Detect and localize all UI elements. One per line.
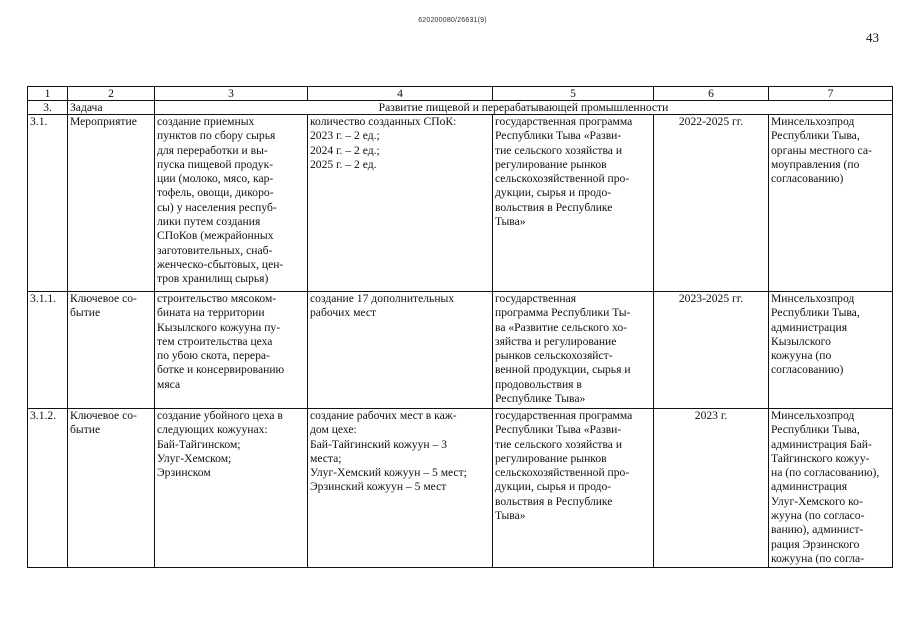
document-id: 620200080/26631(9) — [418, 17, 487, 24]
row-type: Мероприятие — [68, 115, 155, 292]
row-responsible: Минсельхозпрод Республики Тыва, органы местного са- моуправления (по согласованию) — [769, 115, 893, 292]
column-number: 5 — [493, 87, 654, 101]
row-description: создание убойного цеха в следующих кожуунах: Бай-Тайгинском; Улуг-Хемском; Эрзинском — [155, 409, 308, 568]
column-number: 7 — [769, 87, 893, 101]
table-row — [28, 115, 893, 292]
task-number: 3. — [28, 101, 68, 115]
action-plan-table — [27, 86, 893, 568]
column-number: 1 — [28, 87, 68, 101]
row-responsible: Минсельхозпрод Республики Тыва, администрация Бай- Тайгинского кожуу- на (по согласованию), администрация Улуг-Хемского ко- жууна (по согласо- ванию), админист- рация Эрзинского кожууна (по согла- — [769, 409, 893, 568]
row-program: государственная программа Республики Тыва «Разви- тие сельского хозяйства и регулирование рынков сельскохозяйственной про- дукции, сырья и продо- вольствия в Республике Тыва» — [493, 409, 654, 568]
row-type: Ключевое со- бытие — [68, 409, 155, 568]
column-number: 4 — [308, 87, 493, 101]
column-number: 2 — [68, 87, 155, 101]
row-description: строительство мясоком- бината на территории Кызылского кожууна пу- тем строительства цеха по убою скота, перера- ботке и консервированию мяса — [155, 292, 308, 409]
row-number: 3.1.2. — [28, 409, 68, 568]
row-type: Ключевое со- бытие — [68, 292, 155, 409]
row-responsible: Минсельхозпрод Республики Тыва, администрация Кызылского кожууна (по согласованию) — [769, 292, 893, 409]
column-number-row — [28, 87, 893, 101]
column-number: 6 — [654, 87, 769, 101]
row-indicator: создание рабочих мест в каж- дом цехе: Бай-Тайгинский кожуун – 3 места; Улуг-Хемский кожуун – 5 мест; Эрзинский кожуун – 5 мест — [308, 409, 493, 568]
table-row — [28, 409, 893, 568]
row-number: 3.1.1. — [28, 292, 68, 409]
task-row — [28, 101, 893, 115]
row-program: государственная программа Республики Тыва «Разви- тие сельского хозяйства и регулирование рынков сельскохозяйственной про- дукции, сырья и продо- вольствия в Республике Тыва» — [493, 115, 654, 292]
task-type: Задача — [68, 101, 155, 115]
row-period: 2022-2025 гг. — [654, 115, 769, 292]
row-period: 2023-2025 гг. — [654, 292, 769, 409]
column-number: 3 — [155, 87, 308, 101]
row-program: государственная программа Республики Ты- ва «Развитие сельского хо- зяйства и регулирование рынков сельскохозяйст- венной продукции, сырья и продовольствия в Республике Тыва» — [493, 292, 654, 409]
task-title: Развитие пищевой и перерабатывающей промышленности — [155, 101, 893, 115]
row-indicator: создание 17 дополнительных рабочих мест — [308, 292, 493, 409]
table-row — [28, 292, 893, 409]
row-description: создание приемных пунктов по сбору сырья для переработки и вы- пуска пищевой продук- ции (молоко, мясо, кар- тофель, овощи, дикоро- сы) у населения респуб- лики путем создания СПоКов (межрайонных заготовительных, снаб- женческо-сбытовых, цен- тров хранилищ сырья) — [155, 115, 308, 292]
page-number: 43 — [866, 30, 879, 45]
row-period: 2023 г. — [654, 409, 769, 568]
row-number: 3.1. — [28, 115, 68, 292]
row-indicator: количество созданных СПоК: 2023 г. – 2 ед.; 2024 г. – 2 ед.; 2025 г. – 2 ед. — [308, 115, 493, 292]
